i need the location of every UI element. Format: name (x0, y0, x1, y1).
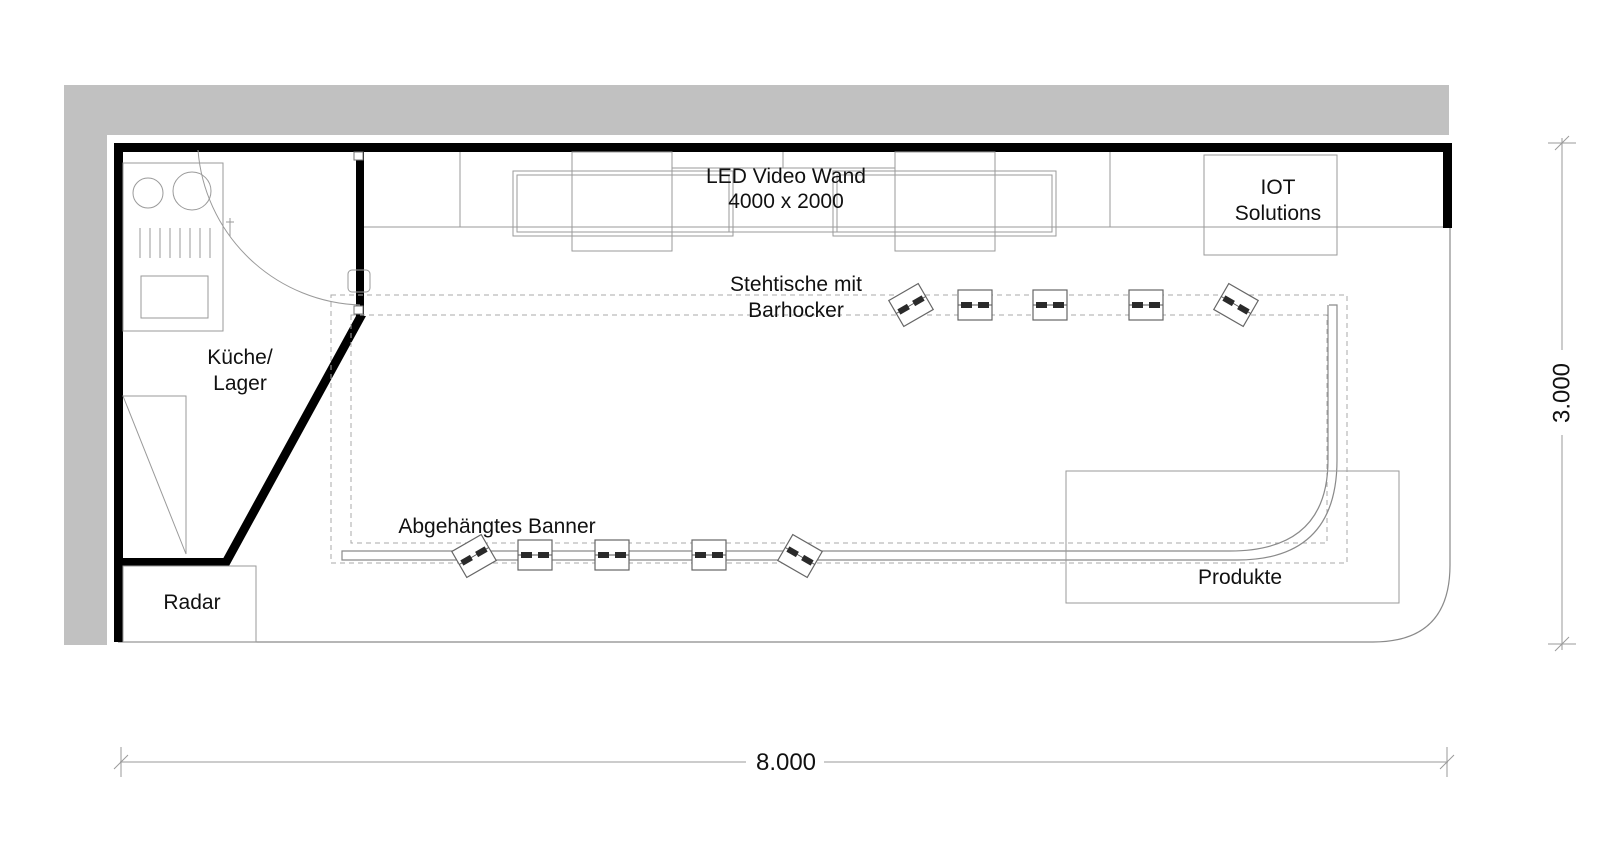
kitchen-door (198, 150, 370, 314)
depth-dimension-label: 3.000 (1548, 362, 1576, 424)
radar-label: Radar (163, 591, 221, 614)
standing-tables-bottom (452, 535, 822, 578)
products-label: Produkte (1197, 566, 1283, 589)
standing-table (692, 540, 726, 570)
iot-label-line2: Solutions (1234, 202, 1322, 225)
iot-label-line1: IOT (1260, 176, 1296, 199)
width-dimension-label: 8.000 (755, 749, 817, 776)
standing-table (1129, 290, 1163, 320)
standing-table (958, 290, 992, 320)
standing-table (889, 284, 933, 327)
led-wall-label-line1: LED Video Wand (706, 165, 866, 188)
standing-table (778, 535, 822, 578)
standing-tables-top (889, 284, 1258, 327)
standing-table (452, 535, 496, 578)
tables-label-line2: Barhocker (748, 299, 844, 322)
tables-label-line1: Stehtische mit (730, 273, 862, 296)
standing-table (1214, 284, 1258, 327)
banner-label: Abgehängtes Banner (398, 515, 596, 538)
kitchen-label-line2: Lager (213, 372, 267, 395)
led-wall-label-line2: 4000 x 2000 (728, 190, 844, 213)
kitchen-label-line1: Küche/ (207, 346, 273, 369)
standing-table (595, 540, 629, 570)
standing-table (1033, 290, 1067, 320)
standing-table (518, 540, 552, 570)
